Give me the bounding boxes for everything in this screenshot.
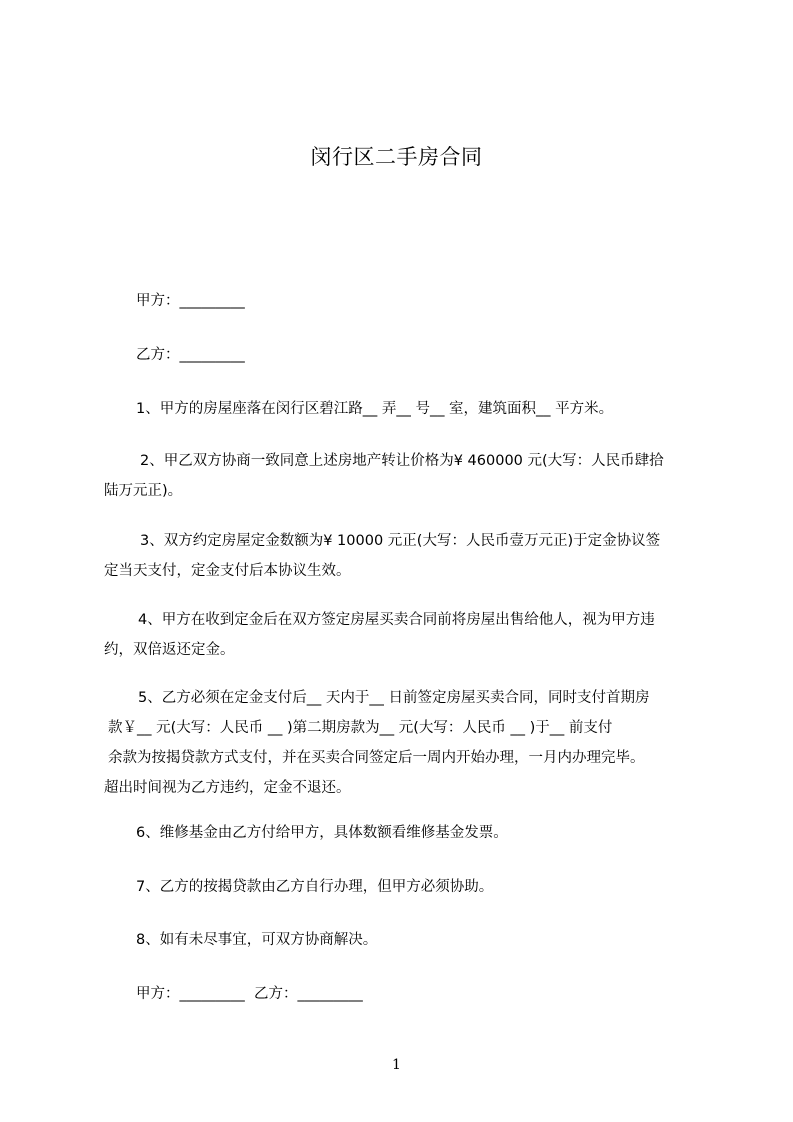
clause-2 — [104, 446, 664, 506]
clause-8: 8、如有未尽事宜，可双方协商解决。 — [136, 932, 378, 948]
clause-3-line-2: 定当天支付，定金支付后本协议生效。 — [104, 563, 351, 579]
clause-3 — [104, 526, 660, 586]
clause-4 — [104, 605, 655, 665]
clause-4-line-1: 4、甲方在收到定金后在双方签定房屋买卖合同前将房屋出售给他人，视为甲方违 — [138, 612, 655, 628]
party-b-field: 乙方：_________ — [136, 347, 245, 363]
clause-5 — [104, 683, 649, 803]
clause-4-line-2: 约，双倍返还定金。 — [104, 642, 235, 658]
page-number: 1 — [392, 1057, 401, 1073]
clause-2-line-1: 2、甲乙双方协商一致同意上述房地产转让价格为¥ 460000 元(大写：人民币肆拾 — [140, 453, 664, 469]
document-title: 闵行区二手房合同 — [310, 145, 483, 169]
clause-2-line-2: 陆万元正)。 — [104, 483, 183, 499]
clause-5-line-2: 款￥__ 元(大写：人民币 __ )第二期房款为__ 元(大写：人民币 __ )于__ 前支付 — [108, 720, 613, 736]
clause-6: 6、维修基金由乙方付给甲方，具体数额看维修基金发票。 — [136, 825, 508, 841]
clause-1: 1、甲方的房屋座落在闵行区碧江路__ 弄__ 号__ 室，建筑面积__ 平方米。 — [136, 401, 614, 417]
clause-5-line-4: 超出时间视为乙方违约，定金不退还。 — [104, 780, 351, 796]
party-a-field: 甲方：_________ — [136, 293, 245, 309]
signature-line: 甲方：_________ 乙方：_________ — [136, 986, 363, 1002]
clause-3-line-1: 3、双方约定房屋定金数额为¥ 10000 元正(大写：人民币壹万元正)于定金协议签 — [140, 533, 661, 549]
clause-5-line-3: 余款为按揭贷款方式支付，并在买卖合同签定后一周内开始办理，一月内办理完毕。 — [108, 750, 645, 766]
clause-5-line-1: 5、乙方必须在定金支付后__ 天内于__ 日前签定房屋买卖合同，同时支付首期房 — [138, 690, 650, 706]
clause-7: 7、乙方的按揭贷款由乙方自行办理，但甲方必须协助。 — [136, 879, 494, 895]
